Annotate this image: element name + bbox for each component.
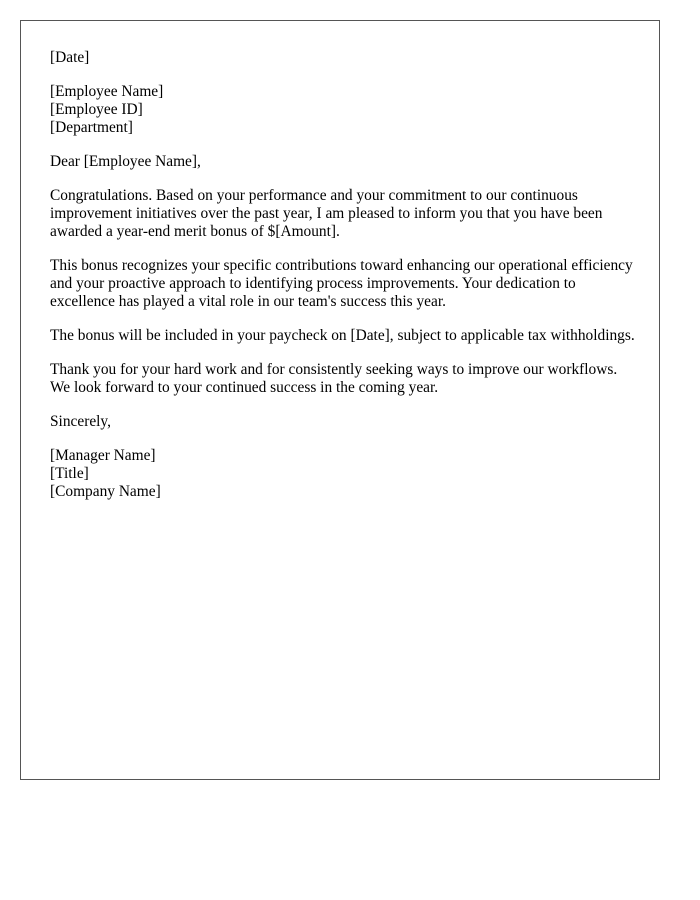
manager-name: [Manager Name]: [50, 447, 156, 464]
paragraph-thanks: [50, 361, 640, 397]
letter-body: [50, 49, 640, 517]
employee-name: [Employee Name]: [50, 83, 164, 100]
paragraph-payment: [50, 327, 640, 345]
closing-block: [50, 413, 640, 431]
letter-page: [20, 20, 660, 780]
employee-id: [Employee ID]: [50, 101, 143, 118]
paragraph-text: The bonus will be included in your paycheck on [Date], subject to applicable tax withholdings.: [50, 327, 635, 344]
salutation: Dear [Employee Name],: [50, 153, 201, 170]
paragraph-text: Congratulations. Based on your performance and your commitment to our continuous improvement initiatives over the past year, I am pleased to inform you that you have been awarded a year-end merit bonus of $[Amount].: [50, 187, 603, 240]
manager-title: [Title]: [50, 465, 89, 482]
paragraph-recognition: [50, 257, 640, 311]
signature-block: [50, 447, 640, 501]
letter-date: [Date]: [50, 49, 90, 66]
employee-department: [Department]: [50, 119, 133, 136]
paragraph-congratulations: [50, 187, 640, 241]
recipient-block: [50, 83, 640, 137]
paragraph-text: This bonus recognizes your specific contributions toward enhancing our operational efficiency and your proactive approach to identifying process improvements. Your dedication to excellence has played a vital role in our team's success this year.: [50, 257, 633, 310]
paragraph-text: Thank you for your hard work and for consistently seeking ways to improve our workflows. We look forward to your continued success in the coming year.: [50, 361, 618, 396]
closing: Sincerely,: [50, 413, 111, 430]
salutation-block: [50, 153, 640, 171]
date-block: [50, 49, 640, 67]
company-name: [Company Name]: [50, 483, 161, 500]
